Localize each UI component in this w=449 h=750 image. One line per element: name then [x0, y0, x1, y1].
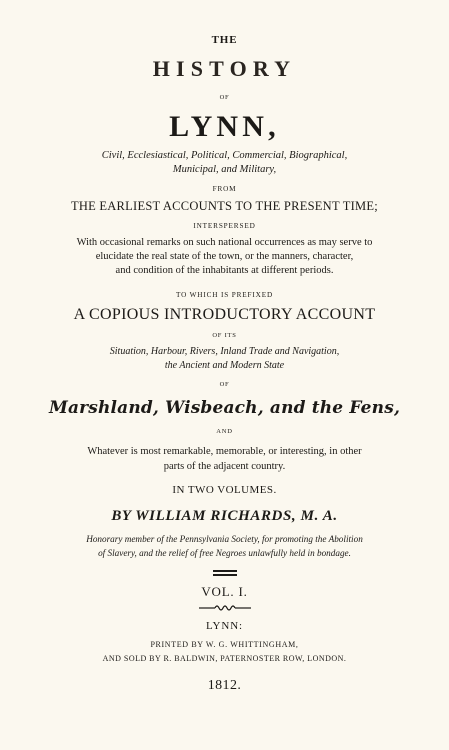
remarks-line-2: elucidate the real state of the town, or the manners, character, [95, 251, 354, 262]
topics-line-1: Situation, Harbour, Rivers, Inland Trade and Navigation, [109, 346, 340, 357]
and-label: AND [216, 428, 233, 435]
volume-label: VOL. I. [201, 584, 248, 599]
imprint-printer: PRINTED BY W. G. WHITTINGHAM, [150, 640, 299, 649]
of-label-2: OF [219, 381, 230, 388]
imprint-year: 1812. [207, 678, 242, 693]
title-place: LYNN, [169, 110, 280, 143]
from-label: FROM [212, 185, 237, 193]
double-rule [0, 570, 449, 576]
places-blackletter: Marshland, Wisbeach, and the Fens, [48, 398, 401, 418]
imprint-seller: AND SOLD BY R. BALDWIN, PATERNOSTER ROW, LONDON. [102, 654, 347, 663]
title-of: OF [219, 94, 230, 101]
ornament-rule-icon [0, 604, 449, 612]
imprint-city: LYNN: [206, 620, 243, 632]
of-its-label: OF ITS [212, 332, 237, 339]
prefixed-label: TO WHICH IS PREFIXED [175, 291, 274, 299]
topics-line-2: the Ancient and Modern State [164, 360, 285, 371]
remarks-line-1: With occasional remarks on such national occurrences as may serve to [76, 237, 373, 248]
account-title: A COPIOUS INTRODUCTORY ACCOUNT [73, 306, 376, 323]
volumes-label: IN TWO VOLUMES. [172, 484, 277, 496]
descriptors-line-1: Civil, Ecclesiastical, Political, Commercial, Biographical, [101, 150, 348, 161]
author-line: BY WILLIAM RICHARDS, M. A. [111, 508, 338, 524]
title-history: HISTORY [152, 56, 297, 81]
descriptors-line-2: Municipal, and Military, [172, 164, 277, 175]
title-the: THE [211, 34, 238, 46]
adjacent-line-1: Whatever is most remarkable, memorable, or interesting, in other [87, 446, 362, 457]
remarks-line-3: and condition of the inhabitants at different periods. [115, 265, 334, 276]
membership-line-2: of Slavery, and the relief of free Negroes unlawfully held in bondage. [98, 548, 351, 558]
membership-line-1: Honorary member of the Pennsylvania Society, for promoting the Abolition [86, 534, 363, 544]
period-heading: THE EARLIEST ACCOUNTS TO THE PRESENT TIME; [70, 199, 379, 213]
interspersed-label: INTERSPERSED [193, 222, 256, 230]
adjacent-line-2: parts of the adjacent country. [163, 461, 286, 472]
